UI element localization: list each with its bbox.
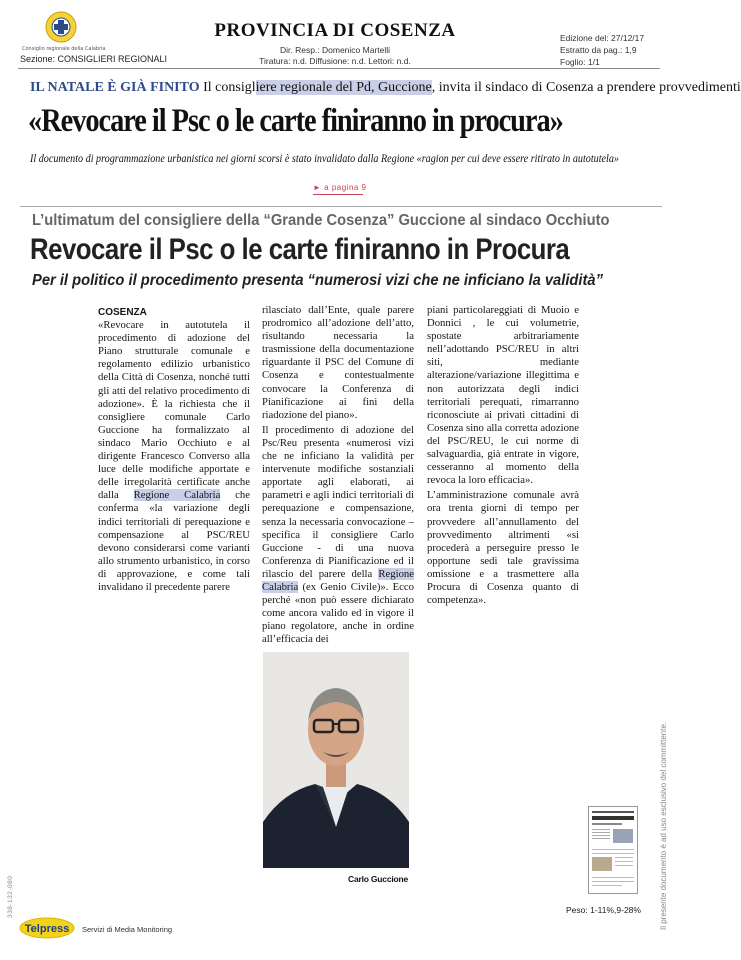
kicker-text-b: , invita il sindaco di Cosenza a prendere provvedimenti bbox=[431, 80, 741, 95]
article-subtitle: Per il politico il procedimento presenta “numerosi vizi che ne inficiano la validità” bbox=[32, 272, 603, 289]
article-column-3 bbox=[427, 304, 579, 607]
dateline: COSENZA bbox=[98, 307, 147, 318]
column-1-text bbox=[98, 319, 250, 594]
col1-text-b: che conferma «la variazione degli indici territoriali di perequazione e compensazione al PSC/REU devono considerarsi come varianti allo strumento urbanistico, in corso di approvazione, e come tali invalidano il precedente parere bbox=[98, 489, 250, 593]
header-divider bbox=[18, 68, 660, 69]
kicker-text-a: Il consigl bbox=[199, 80, 256, 95]
telpress-logo bbox=[19, 917, 75, 939]
circulation-line: Tiratura: n.d. Diffusione: n.d. Lettori: n.d. bbox=[259, 56, 411, 66]
teaser-subtitle: Il documento di programmazione urbanistica nei giorni scorsi è stato invalidato dalla Regione «ragion per cui deve essere ritirato in autotutela» bbox=[30, 153, 619, 165]
col2-highlight: Regione Calabria bbox=[262, 567, 415, 593]
document-code: 338-132-080 bbox=[7, 875, 14, 918]
regional-council-logo bbox=[40, 10, 82, 48]
article-column-2 bbox=[262, 304, 414, 646]
telpress-wordmark: Telpress bbox=[24, 923, 70, 935]
page-thumbnail bbox=[588, 806, 638, 894]
kicker-highlight: iere regionale del Pd, Guccione bbox=[255, 80, 432, 95]
edition-date: Edizione del: 27/12/17 bbox=[560, 33, 645, 43]
portrait-illustration bbox=[263, 652, 409, 868]
sheet-number: Foglio: 1/1 bbox=[560, 57, 600, 67]
thumbnail-illustration bbox=[589, 807, 637, 893]
director-line: Dir. Resp.: Domenico Martelli bbox=[279, 45, 391, 55]
clipping-header bbox=[0, 0, 678, 70]
extract-pages: Estratto da pag.: 1,9 bbox=[560, 45, 637, 55]
article-column-1 bbox=[98, 306, 250, 594]
column-2-para-2 bbox=[262, 424, 414, 647]
article-kicker: L’ultimatum del consigliere della “Grande Cosenza” Guccione al sindaco Occhiuto bbox=[32, 212, 610, 229]
col2-text-c: (ex Genio Civile)». Ecco perché «non può essere dichiarato come ancora valido ed in vigore il piano regolatore, anche in ordine all’efficacia dei bbox=[262, 580, 414, 646]
column-2-para-1: rilasciato dall’Ente, quale parere prodromico all’adozione dell’atto, risultando necessaria la trasmissione della documentazione riguardante il PSC del Comune di Cosenza e contestualmente convocare la Conferenza di Pianificazione ai fini della riadozione del piano». bbox=[262, 304, 414, 421]
teaser-tag: IL NATALE È GIÀ FINITO bbox=[30, 80, 200, 95]
logo-caption: Consiglio regionale della Calabria bbox=[22, 46, 106, 52]
photo-caption: Carlo Guccione bbox=[348, 874, 409, 884]
column-3-para-1: piani particolareggiati di Muoio e Donnici , le cui volumetrie, spostate arbitrariamente nell’adottando PSC/REU in altri siti, mediante alterazione/variazione illegittima e non autorizzata degli indici territoriali perequati, rimarranno riconosciute ai privati cittadini di Cosenza sino alla corretta adozione del PSC/REU, le cui norme di salvaguardia, già entrate in vigore, cesseranno al momento della revoca la loro efficacia». bbox=[427, 304, 579, 487]
page-reference-underline bbox=[313, 194, 363, 195]
edition-info bbox=[560, 32, 670, 68]
col1-text-a: «Revocare in autotutela il procedimento di adozione del Piano strutturale comunale e regolamento edilizio urbanistico della Città di Cosenza, nonché tutti gli atti del relativo procedimento di adozione». È la richiesta che il consigliere comunale Carlo Guccione ha formalizzato al sindaco Mario Occhiuto e al dirigente Francesco Converso alla luce delle modifiche apportate e delle irregolarità certificate anche dalla bbox=[98, 319, 250, 502]
col2-text-b: Il procedimento di adozione del Psc/Reu presenta «numerosi vizi che ne inficiano la validità per intervenute modifiche sostanziali apportate agli elaborati, ai parametri e agli indici territoriali di perequazione e compensazione, senza la necessaria convocazione – specifica il consigliere Carlo Guccione - di una nuova Conferenza di Pianificazione ed il rilascio del parere della bbox=[262, 423, 414, 580]
teaser-headline: «Revocare il Psc o le carte finiranno in procura» bbox=[28, 103, 563, 139]
publication-name: PROVINCIA DI COSENZA bbox=[214, 20, 456, 41]
clipping-weight: Peso: 1-11%,9-28% bbox=[566, 905, 641, 915]
portrait-photo bbox=[263, 652, 409, 868]
column-3-para-2: L’amministrazione comunale avrà ora trenta giorni di tempo per provvedere all’annullamento del provvedimento altrimenti «si procederà a perseguire presso le opportune sedi tale gravissima omissione e a trasmettere alla Procura di Cosenza quanto di competenza». bbox=[427, 489, 579, 607]
teaser-kicker bbox=[30, 80, 741, 96]
page-reference: ► a pagina 9 bbox=[313, 183, 367, 192]
telpress-tagline: Servizi di Media Monitoring bbox=[82, 925, 173, 934]
teaser-divider bbox=[20, 206, 662, 207]
article-headline: Revocare il Psc o le carte finiranno in Procura bbox=[30, 233, 570, 266]
section-label: Sezione: CONSIGLIERI REGIONALI bbox=[20, 54, 168, 64]
usage-note: Il presente documento è ad uso esclusivo del committente. bbox=[659, 721, 668, 930]
col1-highlight: Regione Calabria bbox=[133, 489, 221, 502]
